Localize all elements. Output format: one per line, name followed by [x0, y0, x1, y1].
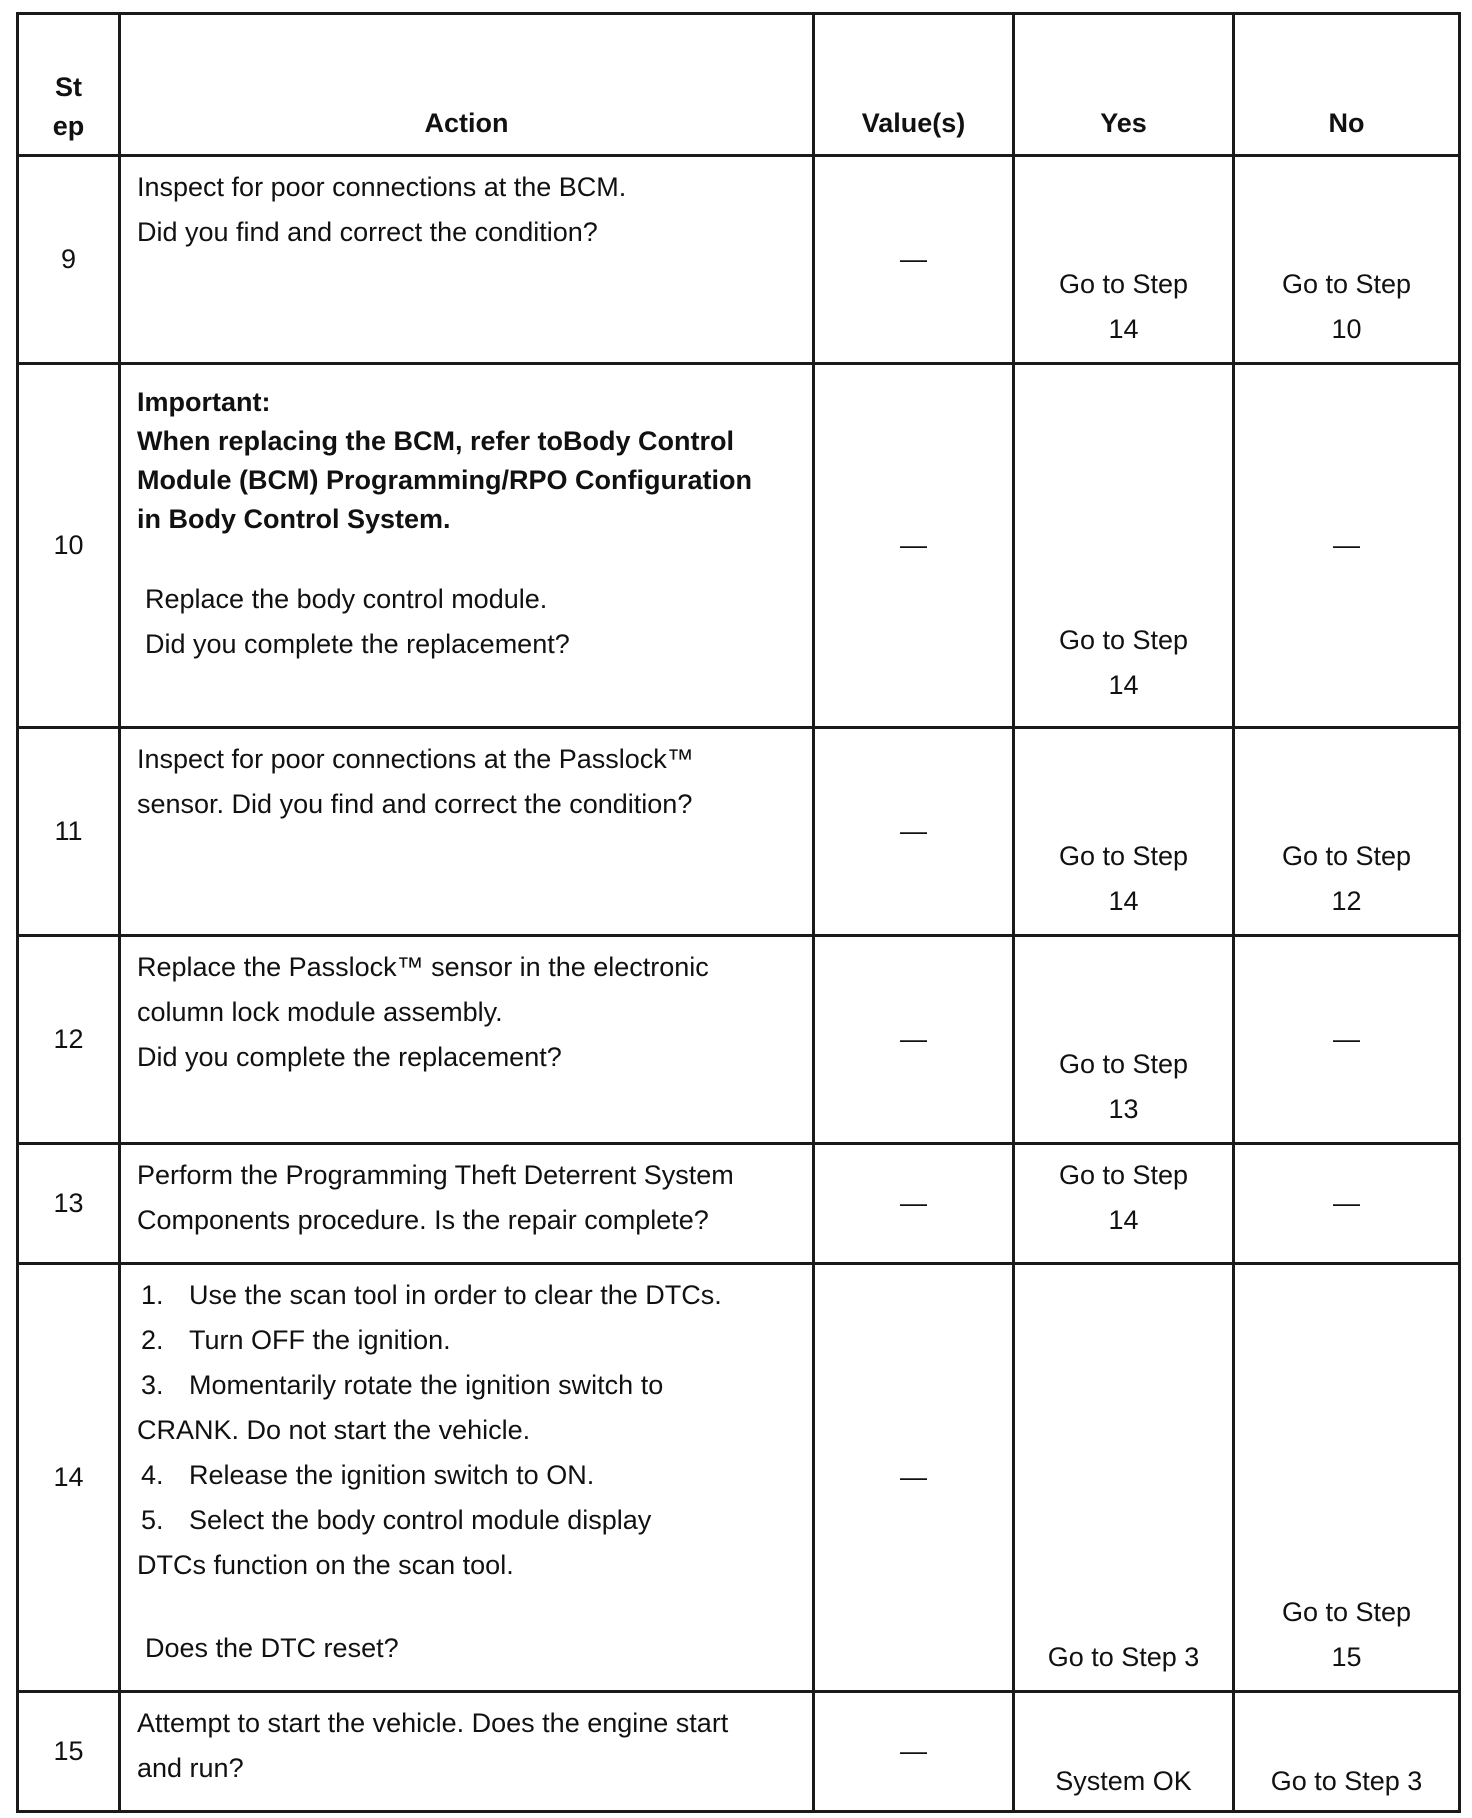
action-line: Perform the Programming Theft Deterrent System: [137, 1160, 734, 1190]
table-row-step-11: [18, 728, 1460, 936]
yes-cell: [1014, 364, 1234, 728]
header-no: No: [1234, 14, 1460, 156]
important-text: Module (BCM) Programming/RPO Configuration: [137, 465, 752, 495]
action-line: Inspect for poor connections at the BCM.: [137, 172, 627, 202]
no-cell: —: [1234, 364, 1460, 728]
yes-label: Go to Step 3: [1047, 1642, 1200, 1672]
yes-label: Go to Step: [1058, 841, 1189, 871]
step-number: 13: [18, 1144, 120, 1264]
value-cell: —: [814, 936, 1014, 1144]
action-line: Attempt to start the vehicle. Does the engine start: [137, 1708, 729, 1738]
important-label: Important:: [137, 387, 271, 417]
header-step-line1: St: [55, 72, 82, 102]
list-continuation: DTCs function on the scan tool.: [137, 1550, 514, 1580]
list-continuation: CRANK. Do not start the vehicle.: [137, 1415, 531, 1445]
yes-label: Go to Step: [1058, 1049, 1189, 1079]
list-number: 4.: [141, 1460, 164, 1490]
value-cell: —: [814, 1144, 1014, 1264]
step-number: 14: [18, 1264, 120, 1692]
list-item: [137, 1363, 796, 1408]
table-row-step-15: [18, 1692, 1460, 1812]
list-item: [137, 1498, 796, 1543]
diagnostic-table: [16, 12, 1461, 1813]
yes-cell: System OK: [1014, 1692, 1234, 1812]
header-yes: Yes: [1014, 14, 1234, 156]
list-number: 2.: [141, 1325, 164, 1355]
table-row-step-10: [18, 364, 1460, 728]
no-step: 10: [1331, 314, 1362, 344]
yes-label: Go to Step: [1058, 269, 1189, 299]
yes-cell: [1014, 156, 1234, 364]
no-cell: Go to Step 3: [1234, 1692, 1460, 1812]
action-cell: [120, 728, 814, 936]
no-label: Go to Step: [1281, 841, 1412, 871]
yes-step: 13: [1108, 1094, 1139, 1124]
table-row-step-14: [18, 1264, 1460, 1692]
yes-label: Go to Step: [1058, 1160, 1189, 1190]
header-row: [18, 14, 1460, 156]
no-step: 15: [1331, 1642, 1362, 1672]
no-cell: [1234, 1264, 1460, 1692]
list-text: Release the ignition switch to ON.: [189, 1460, 595, 1490]
yes-label: Go to Step: [1058, 625, 1189, 655]
action-line: sensor. Did you find and correct the condition?: [137, 789, 693, 819]
yes-cell: [1014, 936, 1234, 1144]
no-cell: —: [1234, 936, 1460, 1144]
list-item: [137, 1318, 796, 1363]
list-text: Use the scan tool in order to clear the DTCs.: [189, 1280, 722, 1310]
no-cell: —: [1234, 1144, 1460, 1264]
list-number: 1.: [141, 1280, 164, 1310]
step-number: 9: [18, 156, 120, 364]
no-cell: [1234, 156, 1460, 364]
list-text: Momentarily rotate the ignition switch to: [189, 1370, 664, 1400]
no-label: Go to Step: [1281, 1597, 1412, 1627]
action-cell: [120, 1144, 814, 1264]
list-text: Turn OFF the ignition.: [189, 1325, 451, 1355]
no-label: Go to Step: [1281, 269, 1412, 299]
yes-cell: [1014, 1264, 1234, 1692]
action-cell: [120, 364, 814, 728]
list-number: 5.: [141, 1505, 164, 1535]
important-text: When replacing the BCM, refer toBody Control: [137, 426, 735, 456]
action-line: Replace the body control module.: [145, 584, 548, 614]
yes-step: 14: [1108, 1205, 1139, 1235]
table-row-step-9: [18, 156, 1460, 364]
value-cell: —: [814, 1692, 1014, 1812]
action-cell: [120, 936, 814, 1144]
value-cell: —: [814, 1264, 1014, 1692]
list-item: [137, 1453, 796, 1498]
spacer: [137, 539, 796, 577]
list-item: [137, 1273, 796, 1318]
action-line: Components procedure. Is the repair complete?: [137, 1205, 709, 1235]
spacer: [137, 1588, 796, 1626]
table-row-step-12: [18, 936, 1460, 1144]
action-line: Replace the Passlock™ sensor in the electronic: [137, 952, 709, 982]
action-cell: [120, 1264, 814, 1692]
yes-step: 14: [1108, 314, 1139, 344]
step-number: 15: [18, 1692, 120, 1812]
no-step: 12: [1331, 886, 1362, 916]
important-text: in Body Control System.: [137, 504, 451, 534]
action-line: column lock module assembly.: [137, 997, 503, 1027]
step-number: 12: [18, 936, 120, 1144]
action-cell: [120, 1692, 814, 1812]
step-number: 11: [18, 728, 120, 936]
action-line: Inspect for poor connections at the Passlock™: [137, 744, 694, 774]
value-cell: —: [814, 156, 1014, 364]
value-cell: —: [814, 728, 1014, 936]
header-action: Action: [120, 14, 814, 156]
value-cell: —: [814, 364, 1014, 728]
action-line: Did you complete the replacement?: [145, 629, 570, 659]
list-number: 3.: [141, 1370, 164, 1400]
header-values: Value(s): [814, 14, 1014, 156]
step-number: 10: [18, 364, 120, 728]
header-step: [18, 14, 120, 156]
list-text: Select the body control module display: [189, 1505, 652, 1535]
action-line: Did you complete the replacement?: [137, 1042, 562, 1072]
action-question: Does the DTC reset?: [145, 1633, 399, 1663]
yes-step: 14: [1108, 886, 1139, 916]
header-step-line2: ep: [52, 111, 85, 141]
no-cell: [1234, 728, 1460, 936]
table-row-step-13: [18, 1144, 1460, 1264]
yes-step: 14: [1108, 670, 1139, 700]
action-line: and run?: [137, 1753, 244, 1783]
yes-cell: [1014, 1144, 1234, 1264]
action-cell: [120, 156, 814, 364]
action-line: Did you find and correct the condition?: [137, 217, 598, 247]
yes-cell: [1014, 728, 1234, 936]
